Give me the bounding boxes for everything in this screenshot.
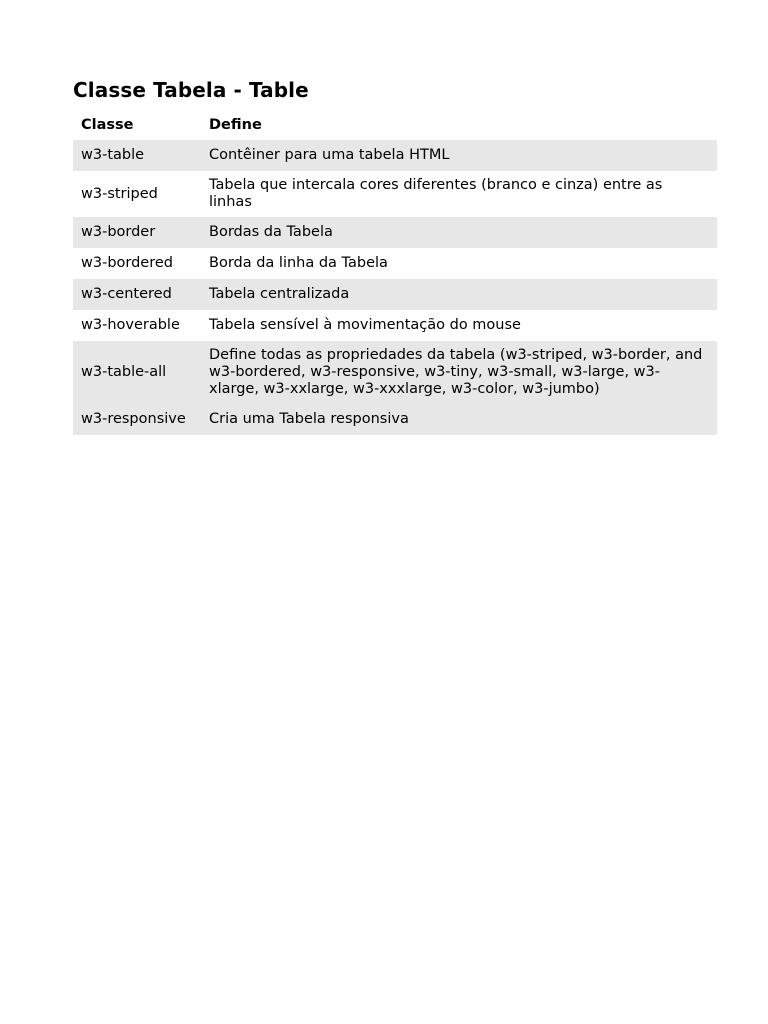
table-cell-define: Contêiner para uma tabela HTML — [201, 140, 717, 171]
table-cell-define: Bordas da Tabela — [201, 217, 717, 248]
table-cell-classe: w3-border — [73, 217, 201, 248]
table-row — [73, 279, 717, 310]
table-cell-classe: w3-responsive — [73, 404, 201, 435]
table-row — [73, 404, 717, 435]
table-cell-classe: w3-centered — [73, 279, 201, 310]
table-cell-classe: w3-striped — [81, 185, 158, 202]
table-row — [73, 140, 717, 171]
table-cell-classe: w3-table — [73, 140, 201, 171]
table-cell-define: Cria uma Tabela responsiva — [201, 404, 717, 435]
table-cell-define: Borda da linha da Tabela — [209, 255, 388, 271]
table-cell-classe: w3-table-all — [73, 341, 201, 404]
table-row — [73, 171, 717, 217]
class-table — [73, 110, 717, 435]
table-row — [73, 248, 717, 279]
table-row — [73, 341, 717, 404]
table-cell-define: Tabela que intercala cores diferentes (branco e cinza) entre as linhas — [209, 177, 663, 210]
table-header-row — [73, 110, 717, 140]
table-cell-define: Tabela sensível à movimentação do mouse — [209, 317, 521, 333]
column-header-define: Define — [209, 116, 262, 133]
table-cell-define: Tabela centralizada — [201, 279, 717, 310]
table-row — [73, 217, 717, 248]
table-cell-classe: w3-hoverable — [81, 317, 180, 333]
column-header-classe: Classe — [81, 116, 134, 133]
page-title: Classe Tabela - Table — [73, 78, 309, 102]
table-cell-classe: w3-bordered — [81, 255, 173, 271]
table-cell-define: Define todas as propriedades da tabela (w3-striped, w3-border, and w3-bordered, w3-responsive, w3-tiny, w3-small, w3-large, w3-xlarge, w3-xxlarge, w3-xxxlarge, w3-color, w3-jumbo) — [201, 341, 717, 404]
table-row — [73, 310, 717, 341]
